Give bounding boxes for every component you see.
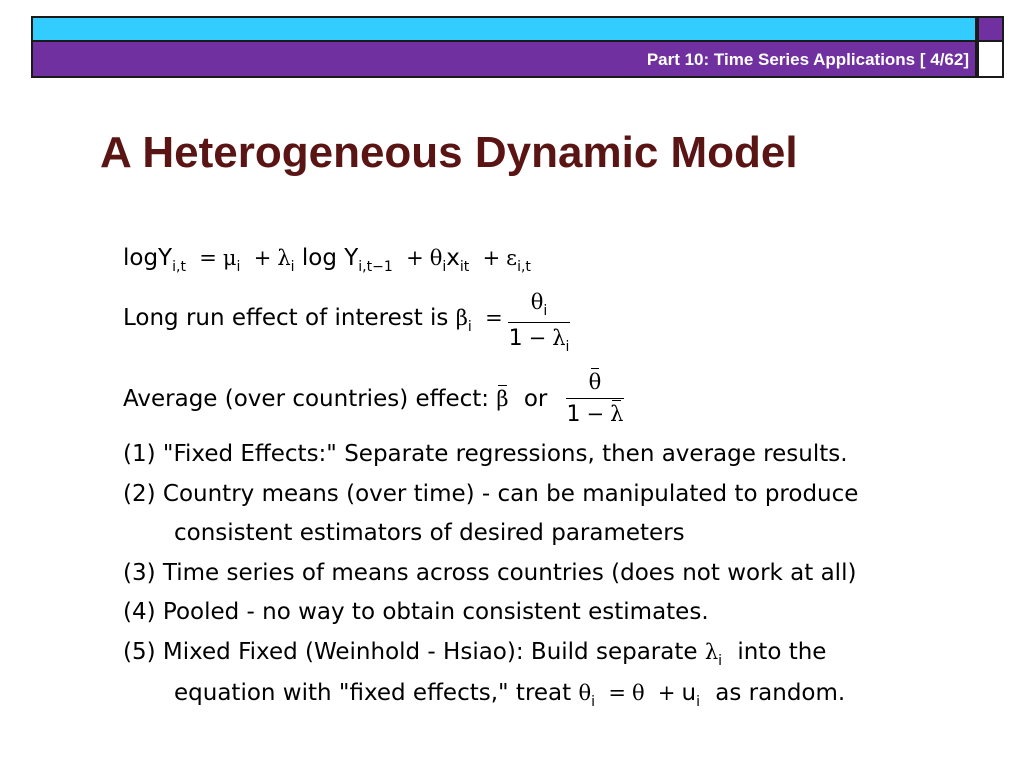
long-run-equals: = bbox=[485, 306, 503, 330]
average-or: or bbox=[523, 386, 548, 412]
eq-log2: log Y bbox=[301, 245, 359, 271]
long-run-fraction bbox=[508, 290, 570, 355]
avg-frac-minus: − bbox=[586, 402, 605, 426]
eq-theta: θ bbox=[429, 246, 443, 270]
frac-one: 1 bbox=[508, 326, 523, 351]
item-5 bbox=[123, 639, 826, 669]
item-5-sub: i bbox=[696, 694, 700, 710]
item-1: (1) "Fixed Effects:" Separate regressions, then average results. bbox=[123, 441, 848, 467]
item-5-lambda: λ bbox=[704, 640, 719, 664]
item-5-plus: + bbox=[657, 681, 676, 705]
header-bar bbox=[31, 42, 977, 78]
item-5-sub: i bbox=[718, 653, 723, 669]
item-5-sub: i bbox=[591, 694, 596, 710]
item-5-cont-end: as random. bbox=[715, 680, 846, 706]
fraction-bar bbox=[508, 322, 570, 323]
average-label: Average (over countries) effect: bbox=[123, 386, 490, 412]
header-text: Part 10: Time Series Applications [ 4/62] bbox=[646, 50, 969, 69]
avg-frac-theta: θ bbox=[588, 370, 602, 394]
eq-lambda: λ bbox=[277, 246, 291, 270]
item-5-text: (5) Mixed Fixed (Weinhold - Hsiao): Build separate bbox=[123, 639, 698, 665]
item-3: (3) Time series of means across countries (does not work at all) bbox=[123, 560, 857, 586]
eq-plus: + bbox=[253, 246, 272, 270]
eq-plus: + bbox=[406, 246, 424, 270]
eq-sub: i,t bbox=[517, 259, 531, 275]
eq-sub: i,t−1 bbox=[358, 259, 393, 275]
eq-sub: i bbox=[290, 259, 295, 275]
eq-sub: i bbox=[236, 259, 241, 275]
slide-title: A Heterogeneous Dynamic Model bbox=[100, 128, 798, 177]
item-5-equals: = bbox=[608, 681, 626, 705]
item-5-u: u bbox=[681, 680, 697, 706]
fraction-bar bbox=[566, 398, 624, 399]
eq-sub: it bbox=[459, 259, 470, 275]
item-5-cont bbox=[174, 680, 845, 710]
long-run-label: Long run effect of interest is bbox=[123, 305, 449, 331]
frac-minus: − bbox=[528, 326, 547, 350]
eq-mu: μ bbox=[222, 246, 237, 270]
item-4: (4) Pooled - no way to obtain consistent estimates. bbox=[123, 599, 709, 625]
item-5-cont-text: equation with "fixed effects," treat bbox=[174, 680, 572, 706]
avg-frac-lambda: λ bbox=[610, 402, 624, 426]
long-run-beta: β bbox=[455, 306, 468, 330]
header-top-square bbox=[977, 16, 1004, 42]
eq-epsilon: ε bbox=[506, 246, 518, 270]
eq-x: x bbox=[446, 245, 460, 271]
avg-frac-one: 1 bbox=[566, 402, 581, 427]
item-5-text-end: into the bbox=[737, 639, 827, 665]
eq-plus: + bbox=[482, 246, 501, 270]
eq-log1: logY bbox=[123, 245, 173, 271]
average-fraction bbox=[566, 370, 624, 427]
average-line bbox=[123, 386, 547, 412]
header-bar-square bbox=[977, 42, 1004, 78]
item-2: (2) Country means (over time) - can be manipulated to produce bbox=[123, 481, 859, 507]
eq-equals: = bbox=[199, 246, 217, 270]
frac-theta: θ bbox=[530, 290, 544, 314]
item-5-theta-i: θ bbox=[578, 681, 592, 705]
item-2-cont: consistent estimators of desired parameters bbox=[174, 520, 685, 546]
long-run-sub: i bbox=[467, 319, 472, 335]
eq-sub: i bbox=[442, 259, 447, 275]
item-5-theta: θ bbox=[631, 681, 645, 705]
frac-sub: i bbox=[565, 339, 570, 355]
long-run-line bbox=[123, 305, 509, 335]
frac-sub: i bbox=[543, 303, 548, 319]
average-beta-bar: β bbox=[496, 387, 509, 411]
eq-sub: i,t bbox=[172, 259, 186, 275]
model-equation bbox=[123, 245, 531, 275]
header-top-bar bbox=[31, 16, 977, 42]
frac-lambda: λ bbox=[552, 326, 566, 350]
